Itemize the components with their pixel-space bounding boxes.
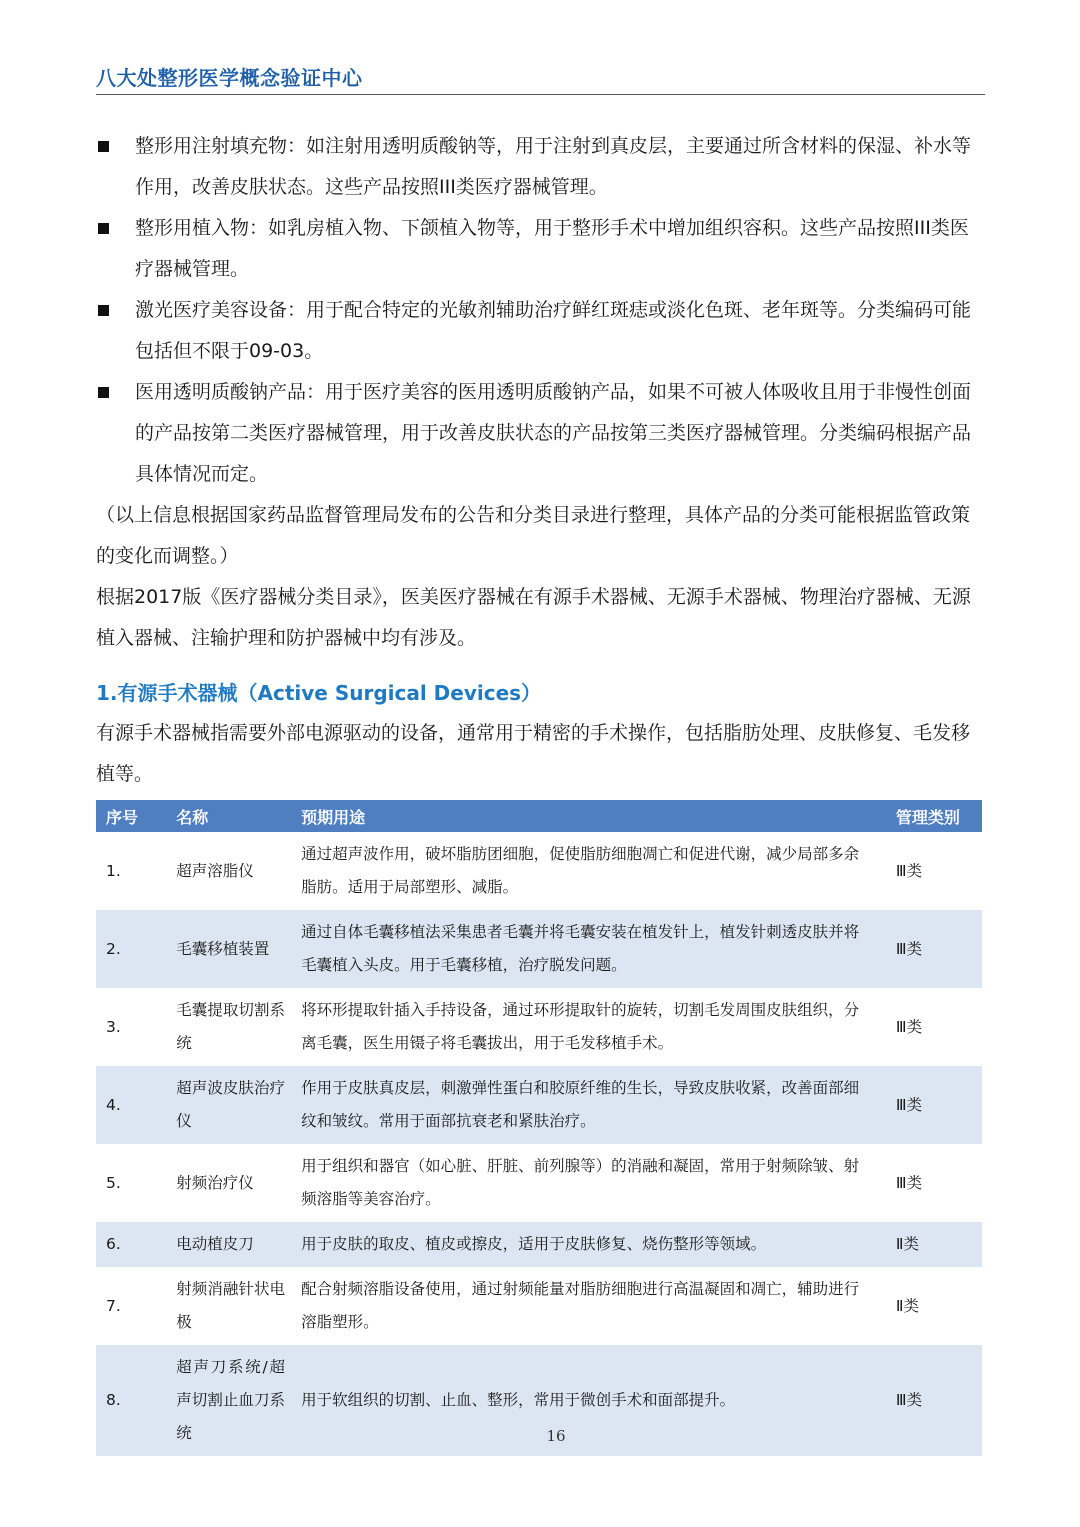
bullet-text: 整形用注射填充物：如注射用透明质酸钠等，用于注射到真皮层，主要通过所含材料的保湿、补水等作用，改善皮肤状态。这些产品按照III类医疗器械管理。 <box>135 135 972 198</box>
cell-use: 配合射频溶脂设备使用，通过射频能量对脂肪细胞进行高温凝固和凋亡，辅助进行溶脂塑形。 <box>301 1280 860 1331</box>
table-row <box>96 988 982 1066</box>
cell-number: 4. <box>106 1095 121 1114</box>
cell-class: Ⅱ类 <box>895 1296 920 1315</box>
cell-class: Ⅲ类 <box>895 1173 923 1192</box>
cell-class: Ⅱ类 <box>895 1235 920 1253</box>
classification-note: （以上信息根据国家药品监督管理局发布的公告和分类目录进行整理，具体产品的分类可能根据监管政策的变化而调整。） <box>96 504 971 567</box>
bullet-item <box>96 126 985 208</box>
bullet-text: 激光医疗美容设备：用于配合特定的光敏剂辅助治疗鲜红斑痣或淡化色斑、老年斑等。分类编码可能包括但不限于09-03。 <box>135 299 972 362</box>
cell-class: Ⅲ类 <box>895 1095 923 1114</box>
cell-name: 射频消融针状电极 <box>176 1280 286 1331</box>
section-heading: 1.有源手术器械（Active Surgical Devices） <box>96 681 542 705</box>
table-row <box>96 1267 982 1345</box>
table-row <box>96 1222 982 1267</box>
table-row <box>96 910 982 988</box>
square-bullet-icon <box>98 387 109 398</box>
bullet-item <box>96 208 985 290</box>
table-row <box>96 832 982 910</box>
bullet-text: 医用透明质酸钠产品：用于医疗美容的医用透明质酸钠产品，如果不可被人体吸收且用于非慢性创面的产品按第二类医疗器械管理，用于改善皮肤状态的产品按第三类医疗器械管理。分类编码根据产品具体情况而定。 <box>135 381 972 485</box>
page-header-title: 八大处整形医学概念验证中心 <box>96 66 363 90</box>
square-bullet-icon <box>98 141 109 152</box>
cell-use: 用于皮肤的取皮、植皮或擦皮，适用于皮肤修复、烧伤整形等领域。 <box>301 1235 767 1253</box>
cell-use: 用于软组织的切割、止血、整形，常用于微创手术和面部提升。 <box>301 1391 736 1409</box>
cell-use: 作用于皮肤真皮层，刺激弹性蛋白和胶原纤维的生长，导致皮肤收紧，改善面部细纹和皱纹。常用于面部抗衰老和紧肤治疗。 <box>301 1079 860 1130</box>
cell-name: 射频治疗仪 <box>176 1173 254 1192</box>
cell-number: 6. <box>106 1235 121 1253</box>
cell-name: 超声溶脂仪 <box>176 861 254 880</box>
bullet-item <box>96 372 985 495</box>
square-bullet-icon <box>98 223 109 234</box>
header-cell-class: 管理类别 <box>895 807 960 827</box>
cell-name: 超声刀系统/超声切割止血刀系统 <box>176 1358 286 1442</box>
section-description: 有源手术器械指需要外部电源驱动的设备，通常用于精密的手术操作，包括脂肪处理、皮肤修复、毛发移植等。 <box>96 722 971 785</box>
cell-class: Ⅲ类 <box>895 939 923 958</box>
cell-use: 用于组织和器官（如心脏、肝脏、前列腺等）的消融和凝固，常用于射频除皱、射频溶脂等美容治疗。 <box>301 1157 860 1208</box>
page-number: 16 <box>546 1427 566 1445</box>
cell-name: 超声波皮肤治疗仪 <box>176 1079 286 1130</box>
cell-use: 通过自体毛囊移植法采集患者毛囊并将毛囊安装在植发针上，植发针刺透皮肤并将毛囊植入头皮。用于毛囊移植，治疗脱发问题。 <box>301 923 860 974</box>
device-table <box>96 800 982 1456</box>
bullet-list <box>96 126 985 495</box>
cell-class: Ⅲ类 <box>895 861 923 880</box>
cell-use: 将环形提取针插入手持设备，通过环形提取针的旋转，切割毛发周围皮肤组织，分离毛囊，医生用镊子将毛囊拔出，用于毛发移植手术。 <box>301 1001 860 1052</box>
cell-number: 8. <box>106 1391 121 1409</box>
bullet-item <box>96 290 985 372</box>
cell-number: 1. <box>106 861 121 880</box>
body-content <box>96 126 985 795</box>
header-divider <box>96 94 985 95</box>
cell-use: 通过超声波作用，破坏脂肪团细胞，促使脂肪细胞凋亡和促进代谢，减少局部多余脂肪。适用于局部塑形、减脂。 <box>301 845 860 896</box>
header-cell-number: 序号 <box>106 807 139 827</box>
bullet-text: 整形用植入物：如乳房植入物、下颌植入物等，用于整形手术中增加组织容积。这些产品按照III类医疗器械管理。 <box>135 217 969 280</box>
cell-name: 毛囊移植装置 <box>176 939 270 958</box>
cell-name: 毛囊提取切割系统 <box>176 1001 286 1052</box>
table-header-row <box>96 800 982 832</box>
cell-number: 7. <box>106 1296 121 1315</box>
cell-number: 2. <box>106 939 121 958</box>
cell-name: 电动植皮刀 <box>176 1235 254 1253</box>
header-cell-name: 名称 <box>176 807 209 827</box>
square-bullet-icon <box>98 305 109 316</box>
cell-number: 5. <box>106 1173 121 1192</box>
table-row <box>96 1144 982 1222</box>
intro-paragraph: 根据2017版《医疗器械分类目录》，医美医疗器械在有源手术器械、无源手术器械、物理治疗器械、无源植入器械、注输护理和防护器械中均有涉及。 <box>96 586 971 649</box>
table-row <box>96 1066 982 1144</box>
cell-class: Ⅲ类 <box>895 1017 923 1036</box>
cell-number: 3. <box>106 1017 121 1036</box>
cell-class: Ⅲ类 <box>895 1391 923 1409</box>
header-cell-use: 预期用途 <box>301 807 366 827</box>
